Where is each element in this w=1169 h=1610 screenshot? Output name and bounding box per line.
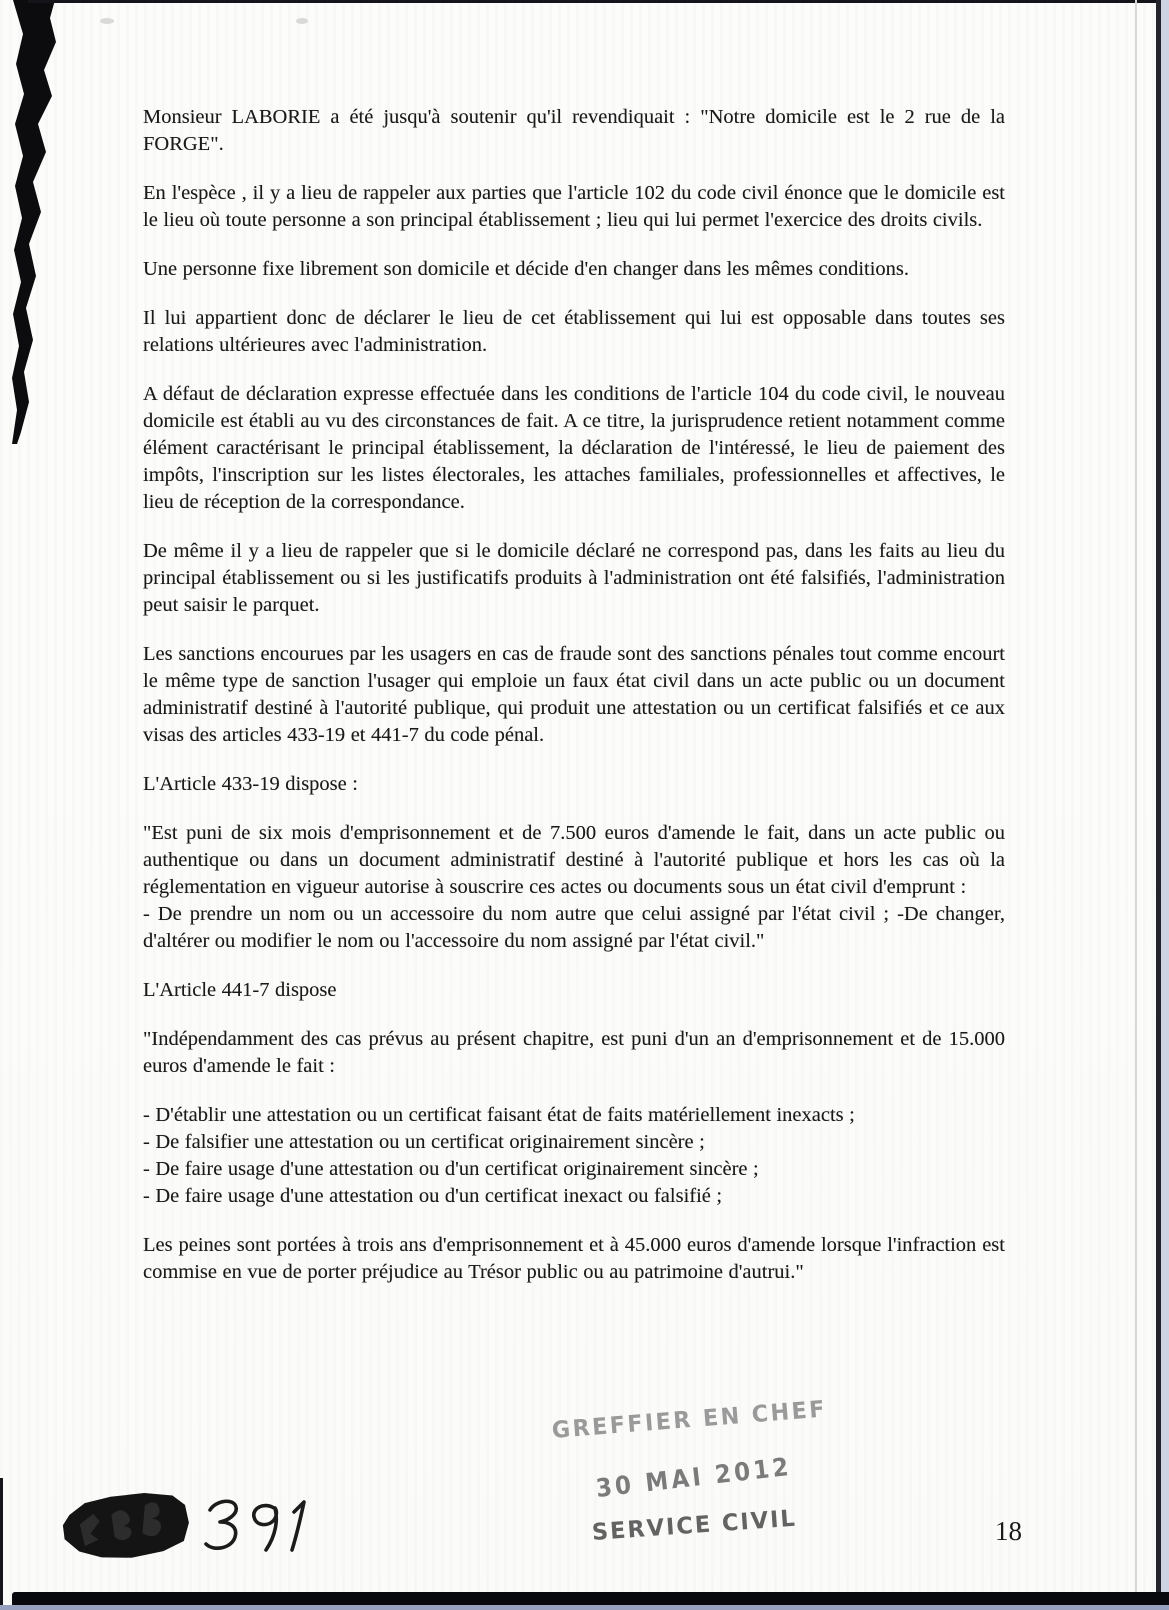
paragraph: Une personne fixe librement son domicile et décide d'en changer dans les mêmes conditions. (143, 258, 910, 280)
scan-speck (100, 18, 114, 24)
list-item: - De falsifier une attestation ou un certificat originairement sincère ; (143, 1131, 705, 1153)
scan-bottom-bar (12, 1592, 1169, 1606)
list-item: - De faire usage d'une attestation ou d'un certificat originairement sincère ; (143, 1158, 759, 1180)
document-body (143, 104, 1005, 1308)
quote-paragraph: - De prendre un nom ou un accessoire du nom autre que celui assigné par l'état civil ; -De changer, d'altérer ou modifier le nom ou l'accessoire du nom assigné par l'état civil." (143, 903, 1005, 952)
scan-right-faint-line (1135, 0, 1137, 1610)
paragraph: Monsieur LABORIE a été jusqu'à soutenir qu'il revendiquait : "Notre domicile est le 2 rue de la FORGE". (143, 106, 1005, 155)
stamp-date: 30 MAI 2012 (594, 1451, 794, 1503)
redaction-mark (58, 1489, 193, 1564)
paragraph: Les peines sont portées à trois ans d'emprisonnement et à 45.000 euros d'amende lorsque l'infraction est commise en vue de porter préjudice au Trésor public ou au patrimoine d'autrui." (143, 1234, 1005, 1283)
quote-paragraph: "Indépendamment des cas prévus au présent chapitre, est puni d'un an d'emprisonnement et de 15.000 euros d'amende le fait : (143, 1028, 1005, 1077)
scan-bottom-blue-band (0, 1605, 1169, 1610)
paragraph: Les sanctions encourues par les usagers en cas de fraude sont des sanctions pénales tout comme encourt le même type de sanction l'usager qui emploie un faux état civil dans un acte public ou un document administratif destiné à l'autorité publique, qui produit une attestation ou un certificat falsifiés et ce aux visas des articles 433-19 et 441-7 du code pénal. (143, 643, 1005, 746)
quote-paragraph: "Est puni de six mois d'emprisonnement et de 7.500 euros d'amende le fait, dans un acte public ou authentique ou dans un document administratif destiné à l'autorité publique et hors les cas où la réglementation en vigueur autorise à souscrire ces actes ou documents sous un état civil d'emprunt : (143, 822, 1005, 898)
paragraph: Il lui appartient donc de déclarer le lieu de cet établissement qui lui est opposable dans toutes ses relations ultérieures avec l'administration. (143, 307, 1005, 356)
scan-top-border (28, 0, 1158, 3)
paragraph: A défaut de déclaration expresse effectuée dans les conditions de l'article 104 du code civil, le nouveau domicile est établi au vu des circonstances de fait. A ce titre, la jurisprudence retient notamment comme élément caractérisant le principal établissement, la déclaration de l'intéressé, le lieu de paiement des impôts, l'inscription sur les listes électorales, les attaches familiales, professionnelles et affectives, le lieu de réception de la correspondance. (143, 383, 1005, 513)
list-item: - De faire usage d'une attestation ou d'un certificat inexact ou falsifié ; (143, 1185, 723, 1207)
paragraph: De même il y a lieu de rappeler que si le domicile déclaré ne correspond pas, dans les faits au lieu du principal établissement ou si les justificatifs produits à l'administration ont été falsifiés, l'administration peut saisir le parquet. (143, 540, 1005, 616)
page-number: 18 (995, 1516, 1022, 1546)
article-heading: L'Article 441-7 dispose (143, 979, 337, 1001)
scan-speck (296, 18, 308, 24)
stamp-greffier-en-chef: GREFFIER EN CHEF (550, 1396, 828, 1444)
paragraph: En l'espèce , il y a lieu de rappeler aux parties que l'article 102 du code civil énonce que le domicile est le lieu où toute personne a son principal établissement ; lieu qui lui permet l'exercice des droits civils. (143, 182, 1005, 231)
scan-right-margin (1161, 0, 1169, 1610)
list-item: - D'établir une attestation ou un certificat faisant état de faits matériellement inexacts ; (143, 1104, 855, 1126)
handwritten-number (196, 1494, 316, 1558)
scan-left-border-lower (0, 1478, 3, 1610)
scan-edge-artifact-top-left (0, 0, 62, 445)
article-heading: L'Article 433-19 dispose : (143, 773, 358, 795)
stamp-service-civil: SERVICE CIVIL (591, 1505, 798, 1546)
